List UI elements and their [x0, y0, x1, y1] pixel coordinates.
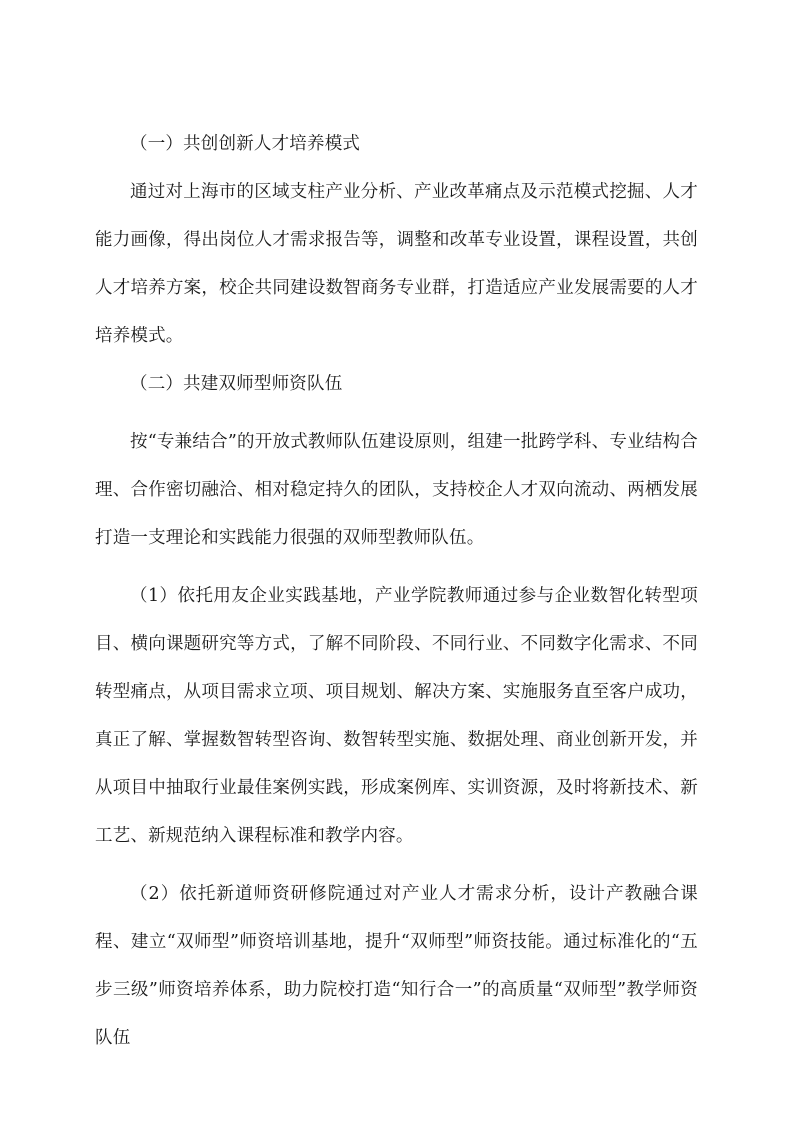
- spacer: [95, 860, 698, 870]
- paragraph-2: 按“专兼结合”的开放式教师队伍建设原则，组建一批跨学科、专业结构合理、合作密切融洽、相对稳定持久的团队，支持校企人才双向流动、两栖发展打造一支理论和实践能力很强的双师型教师队伍。: [95, 432, 698, 548]
- spacer: [95, 408, 698, 418]
- paragraph-1: 通过对上海市的区域支柱产业分析、产业改革痛点及示范模式挖掘、人才能力画像，得出岗位人才需求报告等，调整和改革专业设置，课程设置，共创人才培养方案，校企共同建设数智商务专业群，打造适应产业发展需要的人才培养模式。: [95, 182, 698, 346]
- document-body: [95, 120, 698, 1062]
- paragraph-4: （2）依托新道师资研修院通过对产业人才需求分析，设计产教融合课程、建立“双师型”师资培训基地，提升“双师型”师资技能。通过标准化的“五步三级”师资培养体系，助力院校打造“知行合一”的高质量“双师型”教学师资队伍: [95, 884, 698, 1048]
- spacer: [95, 562, 698, 572]
- section-heading-1: （一）共创创新人才培养模式: [130, 134, 361, 154]
- section-heading-2: （二）共建双师型师资队伍: [130, 374, 343, 394]
- paragraph-3: （1）依托用友企业实践基地，产业学院教师通过参与企业数智化转型项目、横向课题研究等方式，了解不同阶段、不同行业、不同数字化需求、不同转型痛点，从项目需求立项、项目规划、解决方案、实施服务直至客户成功，真正了解、掌握数智转型咨询、数智转型实施、数据处理、商业创新开发，并从项目中抽取行业最佳案例实践，形成案例库、实训资源，及时将新技术、新工艺、新规范纳入课程标准和教学内容。: [95, 586, 698, 846]
